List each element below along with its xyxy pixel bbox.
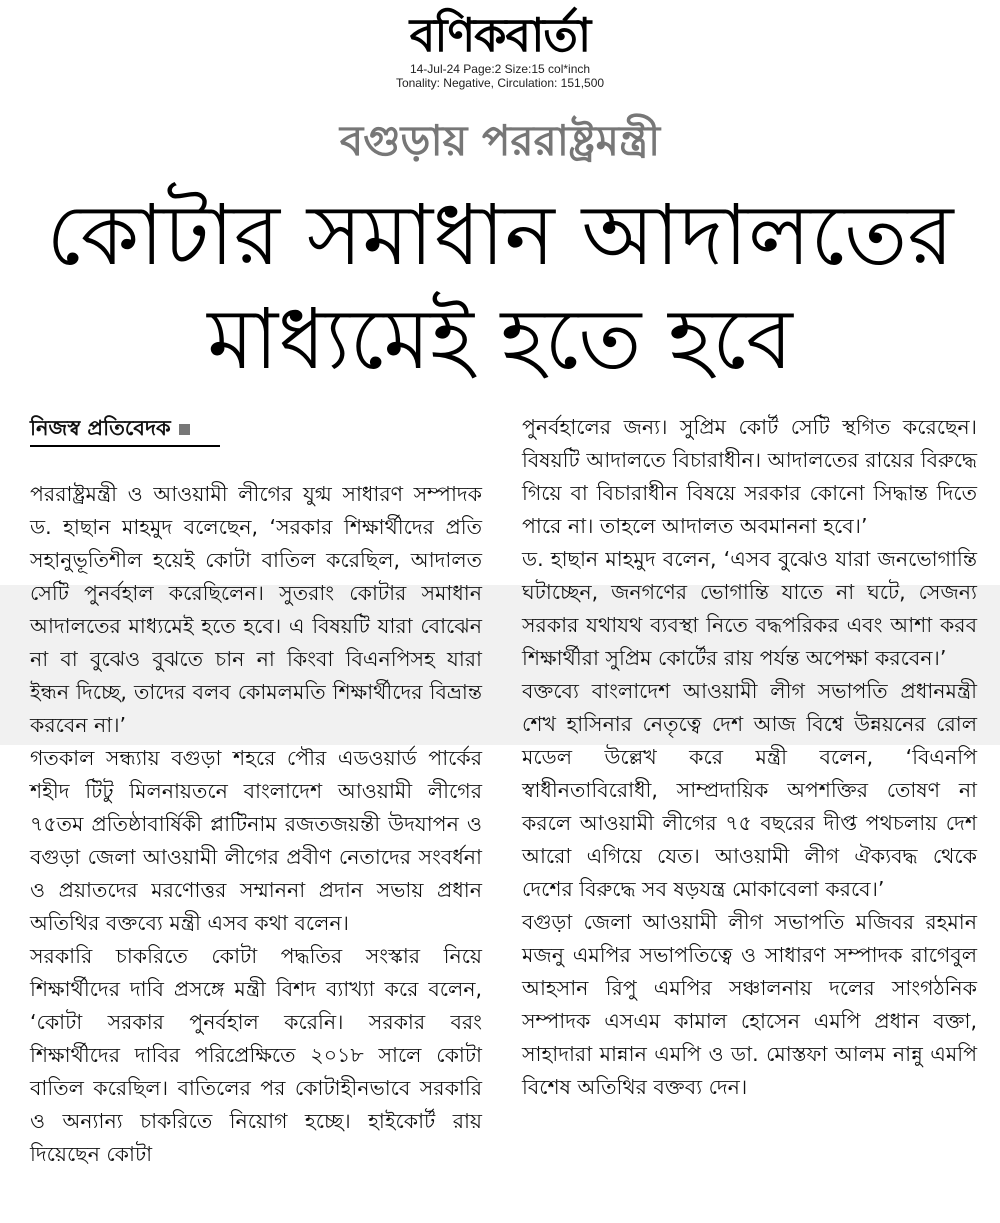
paragraph: ড. হাছান মাহমুদ বলেন, ‘এসব বুঝেও যারা জনভোগান্তি ঘটাচ্ছেন, জনগণের ভোগান্তি যাতে না ঘটে, সেজন্য সরকার যথাযথ ব্যবস্থা নিতে বদ্ধপরিকর এবং আশা করব শিক্ষার্থীরা সুপ্রিম কোর্টের রায় পর্যন্ত অপেক্ষা করবেন।’ [522, 547, 977, 670]
clip-meta-line-2: Tonality: Negative, Circulation: 151,500 [395, 76, 605, 90]
byline [30, 411, 220, 447]
newspaper-logo: বণিকবার্তা [409, 8, 591, 62]
article-headline [20, 183, 980, 391]
article-column-1 [30, 478, 482, 1171]
paragraph: বগুড়া জেলা আওয়ামী লীগ সভাপতি মজিবর রহমান মজনু এমপির সভাপতিত্বে ও সাধারণ সম্পাদক রাগেবুল আহসান রিপু এমপির সঞ্চালনায় দলের সাংগঠনিক সম্পাদক এসএম কামাল হোসেন এমপি প্রধান বক্তা, সাহাদারা মান্নান এমপি ও ডা. মোস্তফা আলম নান্নু এমপি বিশেষ অতিথির বক্তব্য দেন। [522, 910, 977, 1099]
paragraph: পররাষ্ট্রমন্ত্রী ও আওয়ামী লীগের যুগ্ম সাধারণ সম্পাদক ড. হাছান মাহমুদ বলেছেন, ‘সরকার শিক্ষার্থীদের প্রতি সহানুভূতিশীল হয়েই কোটা বাতিল করেছিল, আদালত সেটি পুনর্বহাল করেছিলেন। সুতরাং কোটার সমাধান আদালতের মাধ্যমেই হতে হবে। এ বিষয়টি যারা বোঝেন না বা বুঝেও বুঝতে চান না কিংবা বিএনপিসহ যারা ইন্ধন দিচ্ছে, তাদের বলব কোমলমতি শিক্ষার্থীদের বিভ্রান্ত করবেন না।’ [30, 482, 482, 737]
article-column-2 [522, 411, 977, 1104]
paragraph: গতকাল সন্ধ্যায় বগুড়া শহরে পৌর এডওয়ার্ড পার্কের শহীদ টিটু মিলনায়তনে বাংলাদেশ আওয়ামী লীগের ৭৫তম প্রতিষ্ঠাবার্ষিকী প্লাটিনাম রজতজয়ন্তী উদযাপন ও বগুড়া জেলা আওয়ামী লীগের প্রবীণ নেতাদের সংবর্ধনা ও প্রয়াতদের মরণোত্তর সম্মাননা প্রদান সভায় প্রধান অতিথির বক্তব্যে মন্ত্রী এসব কথা বলেন। [30, 746, 482, 935]
masthead [0, 8, 1000, 90]
byline-text: নিজস্ব প্রতিবেদক [30, 416, 171, 440]
byline-square-icon [179, 424, 190, 435]
clip-meta-line-1: 14-Jul-24 Page:2 Size:15 col*inch [409, 62, 591, 76]
paragraph: সরকারি চাকরিতে কোটা পদ্ধতির সংস্কার নিয়ে শিক্ষার্থীদের দাবি প্রসঙ্গে মন্ত্রী বিশদ ব্যাখ্যা করে বলেন, ‘কোটা সরকার পুনর্বহাল করেনি। সরকার বরং শিক্ষার্থীদের দাবির পরিপ্রেক্ষিতে ২০১৮ সালে কোটা বাতিল করেছিল। বাতিলের পর কোটাহীনভাবে সরকারি ও অন্যান্য চাকরিতে নিয়োগ হচ্ছে। হাইকোর্ট রায় দিয়েছেন কোটা [30, 944, 482, 1166]
headline-line-2: মাধ্যমেই হতে হবে [207, 290, 793, 388]
paragraph: বক্তব্যে বাংলাদেশ আওয়ামী লীগ সভাপতি প্রধানমন্ত্রী শেখ হাসিনার নেতৃত্বে দেশ আজ বিশ্বে উন্নয়নের রোল মডেল উল্লেখ করে মন্ত্রী বলেন, ‘বিএনপি স্বাধীনতাবিরোধী, সাম্প্রদায়িক অপশক্তির তোষণ না করলে আওয়ামী লীগের ৭৫ বছরের দীপ্ত পথচলায় দেশ আরো এগিয়ে যেত। আওয়ামী লীগ ঐক্যবদ্ধ থেকে দেশের বিরুদ্ধে সব ষড়যন্ত্র মোকাবেলা করবে।’ [522, 679, 977, 901]
headline-line-1: কোটার সমাধান আদালতের [46, 186, 954, 284]
paragraph: পুনর্বহালের জন্য। সুপ্রিম কোর্ট সেটি স্থগিত করেছেন। বিষয়টি আদালতে বিচারাধীন। আদালতের রায়ের বিরুদ্ধে গিয়ে বা বিচারাধীন বিষয়ে সরকার কোনো সিদ্ধান্ত দিতে পারে না। তাহলে আদালত অবমাননা হবে।’ [522, 415, 977, 538]
article-kicker: বগুড়ায় পররাষ্ট্রমন্ত্রী [339, 116, 661, 165]
